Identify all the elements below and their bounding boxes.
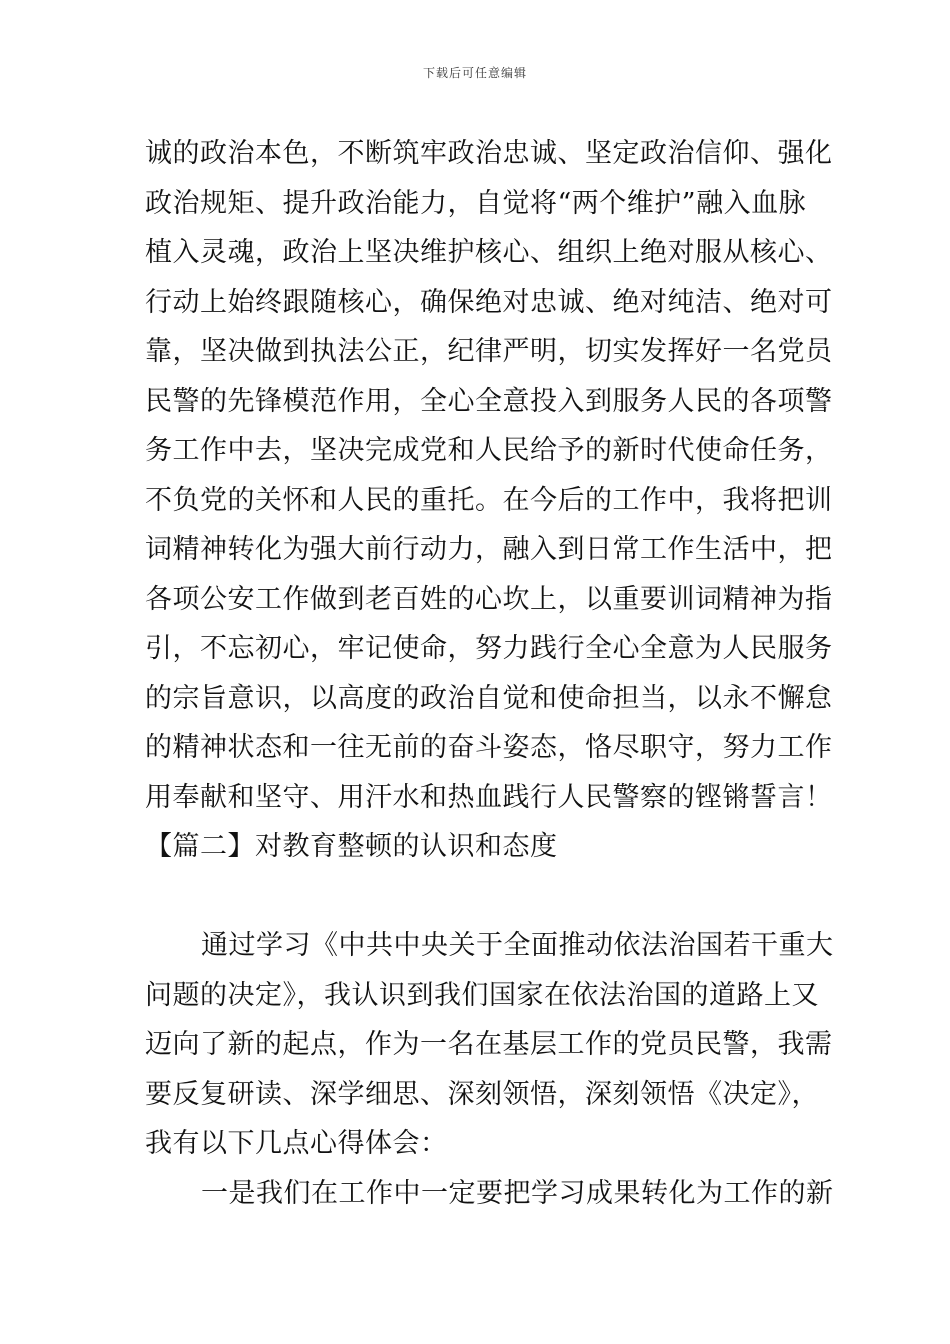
paragraph-1 <box>145 129 833 822</box>
text-line: 务工作中去，坚决完成党和人民给予的新时代使命任务， <box>145 435 833 466</box>
page-header: 下载后可任意编辑 <box>422 66 527 80</box>
text-line: 问题的决定》，我认识到我们国家在依法治国的道路上又 <box>145 979 819 1011</box>
text-line: 要反复研读、深学细思、深刻领悟，深刻领悟《决定》， <box>145 1078 819 1110</box>
text-line: 各项公安工作做到老百姓的心坎上，以重要训词精神为指 <box>145 583 833 615</box>
text-line: 迈向了新的起点，作为一名在基层工作的党员民警，我需 <box>145 1029 833 1060</box>
text-line: 用奉献和坚守、用汗水和热血践行人民警察的铿锵誓言！ <box>145 781 833 813</box>
text-line: 引，不忘初心，牢记使命，努力践行全心全意为人民服务 <box>145 633 833 664</box>
text-line: 政治规矩、提升政治能力，自觉将“两个维护”融入血脉 <box>145 187 807 219</box>
paragraph-2 <box>145 921 834 1169</box>
text-line: 的精神状态和一往无前的奋斗姿态，恪尽职守，努力工作 <box>145 732 833 763</box>
paragraph-3 <box>145 1169 834 1219</box>
text-line: 一是我们在工作中一定要把学习成果转化为工作的新 <box>201 1177 834 1209</box>
text-line: 植入灵魂，政治上坚决维护核心、组织上绝对服从核心、 <box>145 237 833 268</box>
text-line: 不负党的关怀和人民的重托。在今后的工作中，我将把训 <box>145 484 833 516</box>
text-line: 通过学习《中共中央关于全面推动依法治国若干重大 <box>201 930 834 961</box>
text-line: 靠，坚决做到执法公正，纪律严明，切实发挥好一名党员 <box>145 336 833 367</box>
text-line: 行动上始终跟随核心，确保绝对忠诚、绝对纯洁、绝对可 <box>145 286 833 318</box>
text-line: 我有以下几点心得体会： <box>145 1128 448 1159</box>
blank-line <box>145 872 815 922</box>
text-line: 的宗旨意识，以高度的政治自觉和使命担当，以永不懈怠 <box>145 682 833 714</box>
text-line: 民警的先锋模范作用，全心全意投入到服务人民的各项警 <box>145 385 833 417</box>
text-line: 词精神转化为强大前行动力，融入到日常工作生活中，把 <box>145 534 833 565</box>
document-body <box>145 129 834 1218</box>
section-heading: 【篇二】对教育整顿的认识和态度 <box>145 831 558 862</box>
text-line: 诚的政治本色，不断筑牢政治忠诚、坚定政治信仰、强化 <box>145 138 833 169</box>
